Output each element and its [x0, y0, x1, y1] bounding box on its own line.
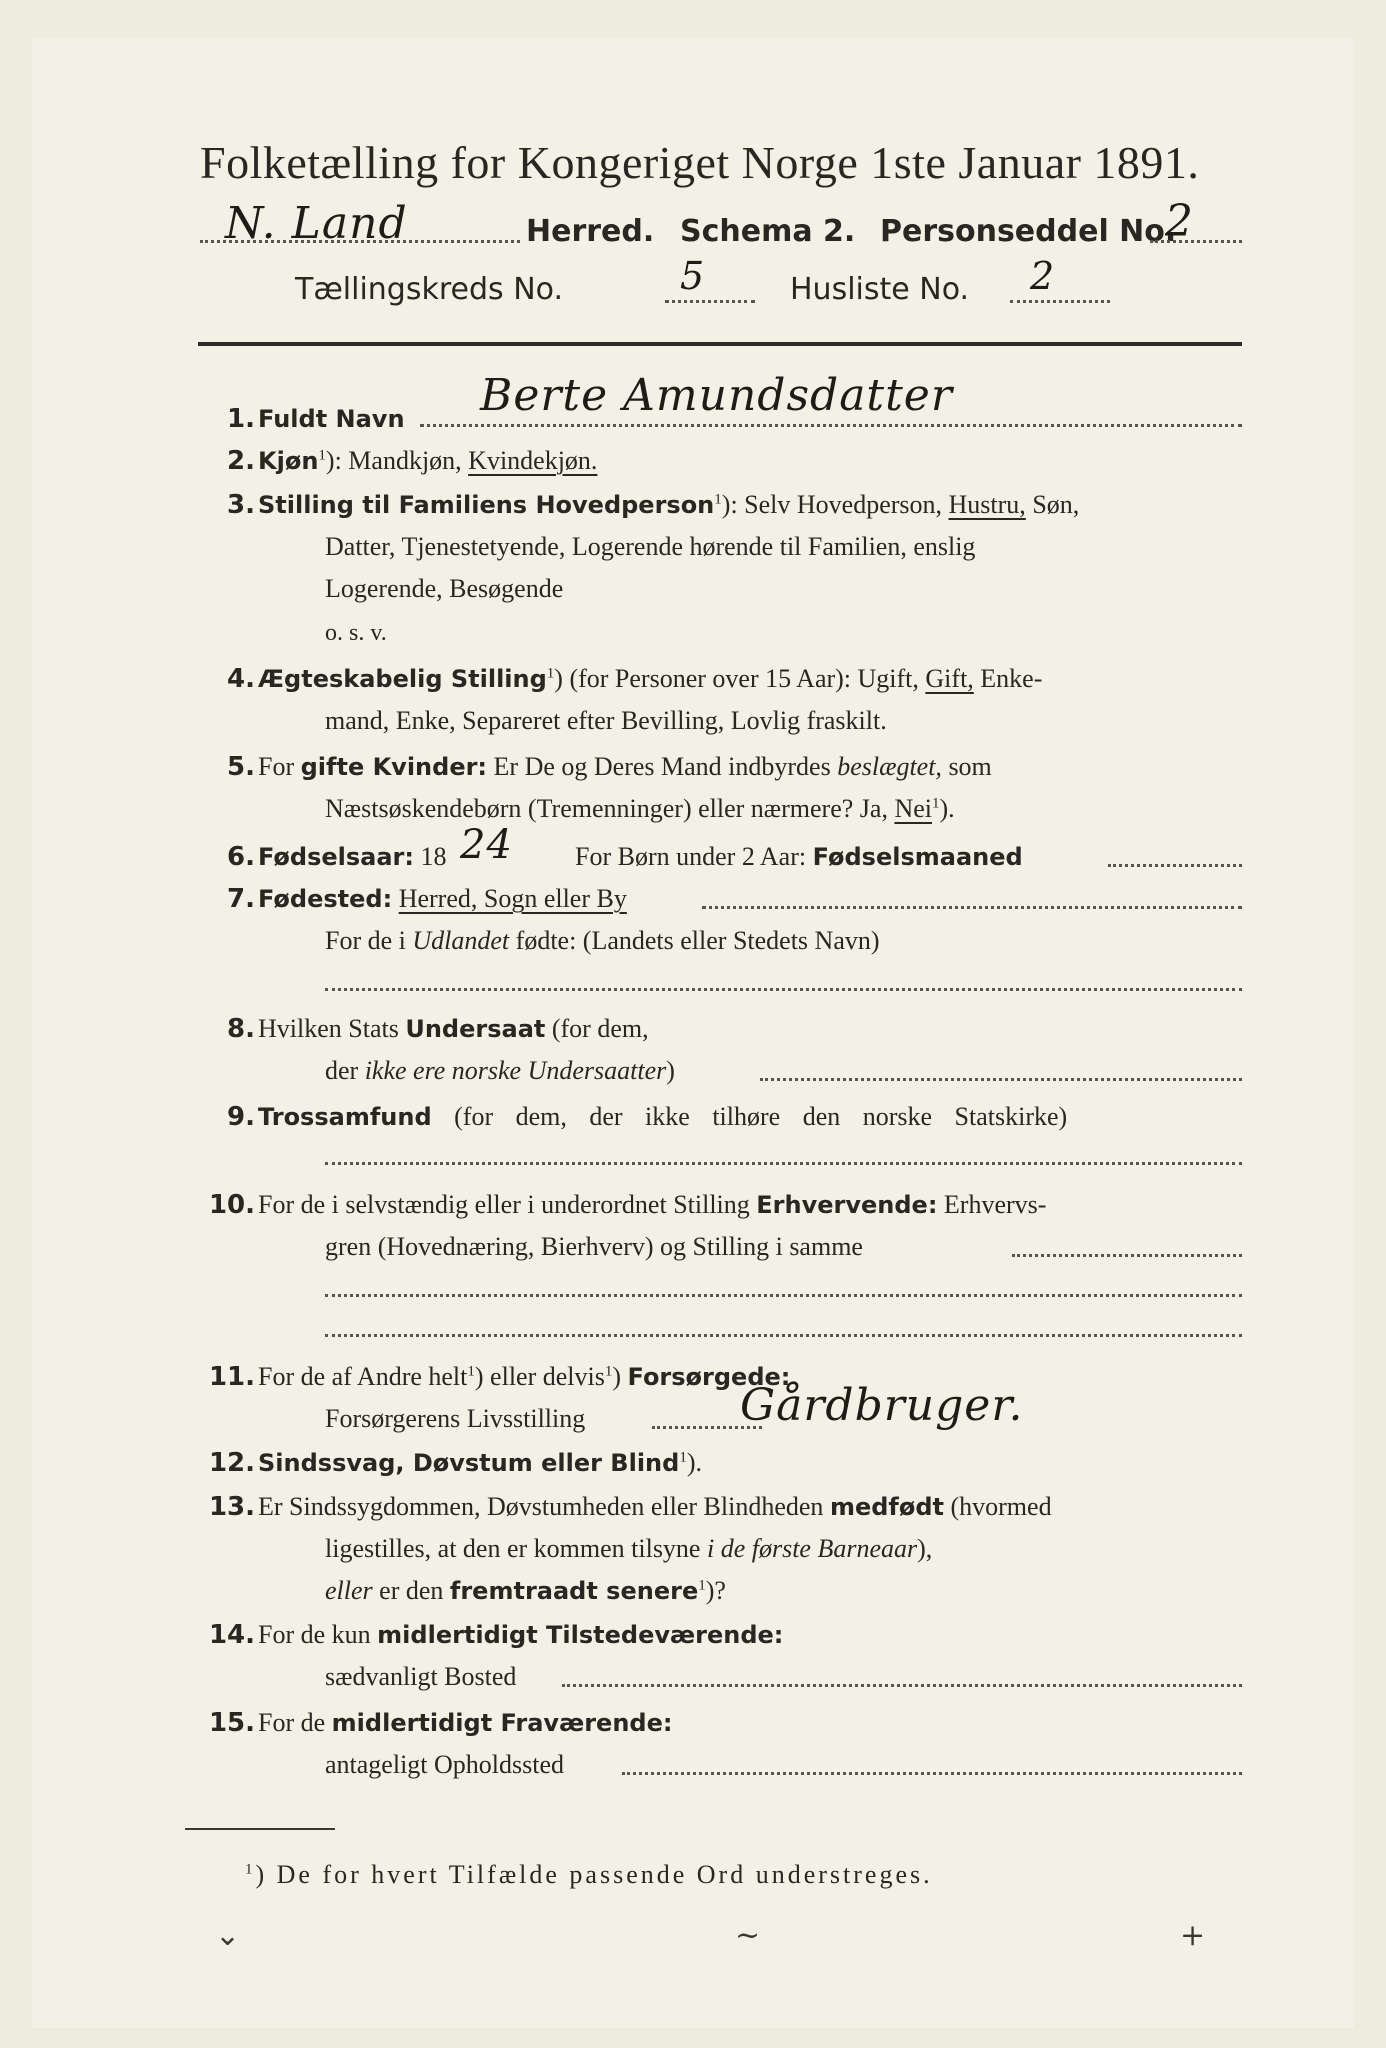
- q13-line3-label: fremtraadt senere: [449, 1577, 699, 1605]
- q3-number: 3.: [227, 490, 255, 520]
- q7-line2-b: fødte: (Landets eller Stedets Navn): [515, 926, 880, 955]
- q5-number: 5.: [227, 752, 255, 782]
- q11-footnote-ref-1: 1: [467, 1363, 475, 1380]
- q1-label: Fuldt Navn: [258, 405, 405, 433]
- q1-number: 1.: [227, 404, 255, 434]
- bottom-right-mark: +: [1180, 1918, 1206, 1953]
- q7-label: Fødested:: [258, 885, 393, 913]
- husliste-dotted-line: [1010, 300, 1110, 303]
- q2-label: Kjøn: [258, 447, 319, 475]
- q13-italic: i de første Barneaar: [706, 1534, 918, 1563]
- q5-italic: beslægtet,: [837, 752, 942, 781]
- personseddel-label: Personseddel No.: [880, 214, 1177, 249]
- q12-number: 12.: [208, 1448, 255, 1478]
- q9-text: (for dem, der ikke tilhøre den norske Statskirke): [454, 1102, 1068, 1131]
- footnote-rule: [185, 1828, 335, 1830]
- q9-label: Trossamfund: [258, 1103, 432, 1131]
- q13-line3-italic: eller: [325, 1576, 373, 1605]
- q12-end: ).: [686, 1448, 702, 1477]
- q14-line2: sædvanligt Bosted: [325, 1662, 517, 1691]
- q6-number: 6.: [227, 842, 255, 872]
- q13-text-c: (hvormed: [950, 1492, 1052, 1521]
- q8-line2-b: ): [666, 1056, 675, 1085]
- q10-dotted-line: [1012, 1254, 1242, 1257]
- q3-text-end: Søn,: [1032, 490, 1080, 519]
- q2-number: 2.: [227, 446, 255, 476]
- bottom-center-mark: ~: [735, 1918, 761, 1953]
- q4-label: Ægteskabelig Stilling: [258, 665, 547, 693]
- q5-footnote-ref: 1: [932, 795, 940, 812]
- q8-dotted-line: [760, 1078, 1242, 1081]
- q15-number: 15.: [208, 1708, 255, 1738]
- q3-line2: Datter, Tjenestetyende, Logerende hørende til Familien, enslig: [325, 532, 976, 561]
- q4-selected-option: Gift,: [925, 664, 974, 693]
- q14-text-a: For de kun: [258, 1620, 371, 1649]
- q13-label: medfødt: [829, 1493, 944, 1521]
- q2-footnote-ref: 1: [318, 447, 326, 464]
- q5-line2-end: ).: [939, 794, 955, 823]
- q2-text: ): Mandkjøn,: [325, 446, 462, 475]
- q11-number: 11.: [208, 1362, 255, 1392]
- q10-text-c: Erhvervs-: [943, 1190, 1047, 1219]
- q15-line2: antageligt Opholdssted: [325, 1750, 565, 1779]
- q4-footnote-ref: 1: [546, 665, 555, 682]
- q11-text-c: ): [612, 1362, 622, 1391]
- q8-text-c: (for dem,: [551, 1014, 649, 1043]
- q6-label: Fødselsaar:: [258, 843, 414, 871]
- q8-italic: ikke ere norske Undersaatter: [364, 1056, 667, 1085]
- q6-dotted-line: [1108, 864, 1242, 867]
- kreds-dotted-line: [665, 300, 755, 303]
- q10-answer-line-2: [325, 1334, 1242, 1337]
- q3-label: Stilling til Familiens Hovedperson: [258, 491, 715, 519]
- personseddel-dotted-line: [1150, 240, 1242, 243]
- q1-dotted-line: [420, 424, 1242, 427]
- q7-italic: Udlandet: [412, 926, 510, 955]
- q8-line2-a: der: [325, 1056, 359, 1085]
- husliste-handwritten: 2: [1030, 254, 1056, 298]
- q13-number: 13.: [208, 1492, 255, 1522]
- q5-label-a: For: [258, 752, 295, 781]
- q10-label: Erhvervende:: [756, 1191, 938, 1219]
- q4-text-end: Enke-: [980, 664, 1043, 693]
- q4-number: 4.: [227, 664, 255, 694]
- q15-label: midlertidigt Fraværende:: [331, 1709, 673, 1737]
- q9-number: 9.: [227, 1102, 255, 1132]
- q14-label: midlertidigt Tilstedeværende:: [377, 1621, 784, 1649]
- footnote-text: ) De for hvert Tilfælde passende Ord understreges.: [255, 1860, 933, 1889]
- q4-line2: mand, Enke, Separeret efter Bevilling, Lovlig fraskilt.: [325, 706, 887, 735]
- q10-text-a: For de i selvstændig eller i underordnet Stilling: [258, 1190, 750, 1219]
- q8-text-a: Hvilken Stats: [258, 1014, 399, 1043]
- q11-text-a: For de af Andre helt: [258, 1362, 468, 1391]
- herred-label: Herred.: [526, 214, 655, 249]
- herred-handwritten: N. Land: [225, 198, 408, 249]
- q12-label: Sindssvag, Døvstum eller Blind: [258, 1449, 680, 1477]
- kreds-handwritten: 5: [680, 254, 706, 298]
- q10-line2: gren (Hovednæring, Bierhverv) og Stilling i samme: [325, 1232, 863, 1261]
- q6-year-handwritten: 24: [460, 822, 513, 868]
- q6-month-label: Fødselsmaaned: [812, 843, 1023, 871]
- husliste-label: Husliste No.: [790, 272, 970, 307]
- q7-line2-a: For de i: [325, 926, 406, 955]
- q11-line2: Forsørgerens Livsstilling: [325, 1404, 586, 1433]
- q8-number: 8.: [227, 1014, 255, 1044]
- q15-dotted-line: [622, 1772, 1242, 1775]
- q7-selected-option: Herred, Sogn eller By: [398, 884, 627, 913]
- q9-answer-line: [325, 1162, 1242, 1165]
- q3-text: ): Selv Hovedperson,: [721, 490, 943, 519]
- bottom-left-mark: ⌄: [215, 1918, 241, 1953]
- q6-text: For Børn under 2 Aar:: [575, 842, 807, 871]
- q7-dotted-line: [702, 906, 1242, 909]
- q14-dotted-line: [562, 1684, 1242, 1687]
- schema-label: Schema 2.: [680, 214, 856, 249]
- q10-number: 10.: [208, 1190, 255, 1220]
- q13-text-a: Er Sindssygdommen, Døvstumheden eller Blindheden: [258, 1492, 824, 1521]
- q3-line4: o. s. v.: [325, 620, 387, 646]
- q13-line3-end: )?: [705, 1576, 726, 1605]
- q14-number: 14.: [208, 1620, 255, 1650]
- q13-footnote-ref: 1: [698, 1577, 706, 1594]
- q3-selected-option: Hustru,: [948, 490, 1026, 519]
- q8-label: Undersaat: [405, 1015, 546, 1043]
- q13-line3-a: er den: [379, 1576, 444, 1605]
- q11-text-b: ) eller delvis: [474, 1362, 605, 1391]
- q13-line2-a: ligestilles, at den er kommen tilsyne: [325, 1534, 701, 1563]
- q3-line3: Logerende, Besøgende: [325, 574, 564, 603]
- q10-answer-line-1: [325, 1294, 1242, 1297]
- kreds-label: Tællingskreds No.: [295, 272, 563, 307]
- q4-text: ) (for Personer over 15 Aar): Ugift,: [554, 664, 919, 693]
- header-rule: [198, 342, 1242, 346]
- personseddel-handwritten: 2: [1165, 196, 1194, 247]
- q1-name-handwritten: Berte Amundsdatter: [480, 370, 953, 421]
- q7-answer-line: [325, 988, 1242, 991]
- footnote-marker: 1: [245, 1861, 256, 1878]
- q5-label: gifte Kvinder:: [300, 753, 488, 781]
- q5-text-end: som: [948, 752, 992, 781]
- q13-line2-b: ),: [917, 1534, 933, 1563]
- q11-label: Forsørgede:: [627, 1363, 791, 1391]
- q7-number: 7.: [227, 884, 255, 914]
- q5-selected-option: Nei: [894, 794, 932, 823]
- q5-text: Er De og Deres Mand indbyrdes: [493, 752, 831, 781]
- q2-selected-option: Kvindekjøn.: [468, 446, 598, 475]
- form-title: Folketælling for Kongeriget Norge 1ste Januar 1891.: [200, 137, 1200, 188]
- q11-footnote-ref-2: 1: [604, 1363, 613, 1380]
- q6-year-prefix: 18: [420, 842, 447, 871]
- q15-text-a: For de: [258, 1708, 326, 1737]
- q11-occupation-handwritten: Gårdbruger.: [740, 1380, 1024, 1431]
- q12-footnote-ref: 1: [679, 1449, 687, 1466]
- q5-line2: Næstsøskendebørn (Tremenninger) eller nærmere? Ja,: [325, 794, 888, 823]
- q3-footnote-ref: 1: [714, 491, 722, 508]
